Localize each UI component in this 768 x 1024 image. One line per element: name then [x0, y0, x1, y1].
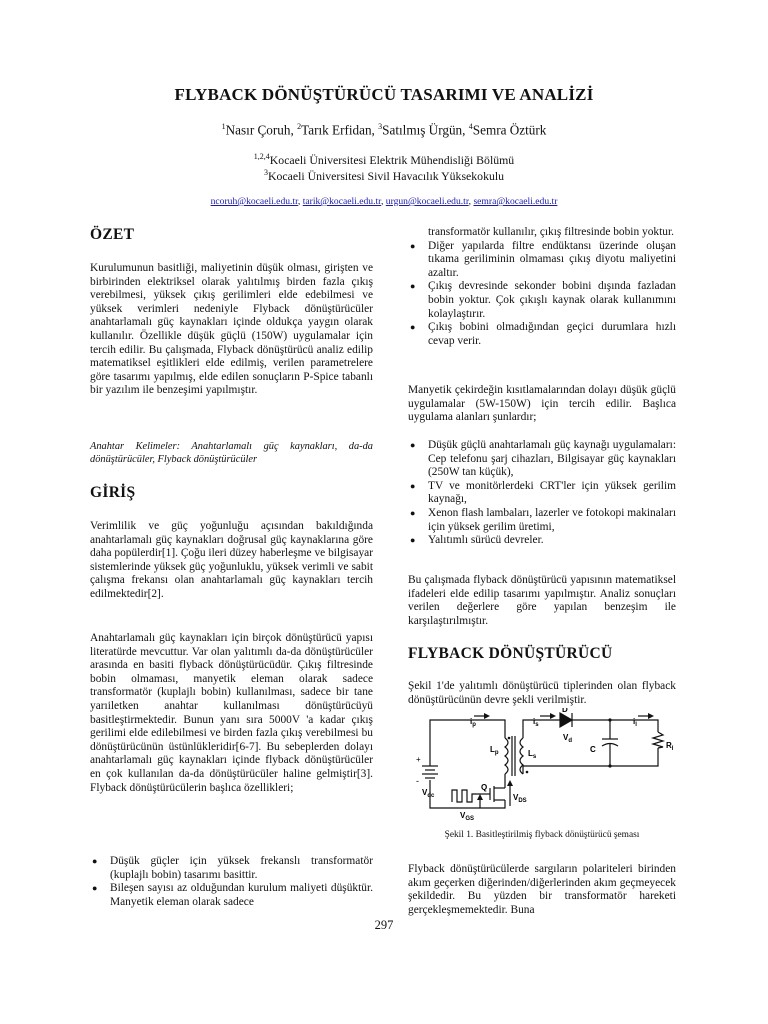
keywords: Anahtar Kelimeler: Anahtarlamalı güç kaynakları, da-da dönüştürücüler, Flyback dönüştürücüler — [90, 441, 373, 465]
list-item-text: Bileşen sayısı az olduğundan kurulum maliyeti düşüktür. Manyetik eleman olarak sadece — [110, 882, 373, 908]
author-name: Semra Öztürk — [472, 122, 547, 138]
list-item-text: Düşük güçler için yüksek frekanslı transformatör (kuplajlı bobin) tasarımı basittir. — [110, 855, 373, 881]
vgs-symbol: V — [460, 811, 466, 820]
capacitor-label: C — [590, 745, 596, 754]
list-item-text: Diğer yapılarda filtre endüktansı üzerinde oluşan tıkama geriliminin olmaması çıkış diyotu maliyetini azaltır. — [428, 239, 676, 279]
rl-label — [666, 741, 674, 752]
email-link[interactable]: semra@kocaeli.edu.tr — [473, 196, 558, 207]
bu-paragraph — [408, 574, 676, 628]
sekil-paragraph — [408, 680, 676, 707]
il-symbol: i — [633, 717, 636, 726]
vgs-label — [460, 811, 474, 820]
ls-subscript: s — [532, 754, 537, 760]
last-paragraph — [408, 863, 676, 917]
ip-subscript: p — [472, 722, 476, 728]
vdc-symbol: V — [422, 788, 428, 797]
affiliation-1 — [0, 152, 768, 168]
list-item-text: Yalıtımlı sürücü devreler. — [428, 534, 544, 547]
paper-title: FLYBACK DÖNÜŞTÜRÜCÜ TASARIMI VE ANALİZİ — [174, 85, 594, 104]
list-item — [90, 855, 373, 882]
list-item-text: Çıkış bobini olmadığından geçici durumlara hızlı cevap verir. — [428, 321, 676, 347]
is-symbol: i — [533, 717, 536, 726]
continued-text — [408, 226, 676, 348]
last-text: Flyback dönüştürücülerde sargıların polariteleri birinden akım geçerken diğerinden/diğerlerinden akım geçmeyecek şekildedir. Bu yüzden bir transformatör hareketi gerçekleşmemektedir. Buna — [408, 863, 676, 916]
vds-symbol: V — [513, 793, 519, 802]
bullet-icon: ● — [410, 535, 416, 546]
author-name: Tarık Erfidan, — [301, 122, 379, 138]
email-link[interactable]: tarik@kocaeli.edu.tr — [302, 196, 381, 207]
vdc-plus-label: + — [416, 755, 421, 764]
features-list — [90, 855, 373, 909]
ip-symbol: i — [470, 717, 473, 726]
vdc-subscript: dc — [427, 793, 435, 799]
ozet-paragraph — [90, 262, 373, 398]
bullet-icon: ● — [410, 281, 416, 292]
lp-subscript: p — [494, 750, 499, 756]
list-item — [408, 280, 676, 321]
bullet-icon: ● — [92, 883, 98, 894]
affiliation-sup: 1,2,4 — [253, 152, 270, 161]
ip-label — [470, 717, 476, 728]
diode-label: D — [562, 708, 568, 714]
bullet-icon: ● — [92, 856, 98, 866]
bullet-icon: ● — [410, 240, 416, 251]
giris-paragraph-1 — [90, 520, 373, 602]
figure-caption: Şekil 1. Basitleştirilmiş flyback dönüştürücü şeması — [444, 830, 640, 840]
ozet-text: Kurulumunun basitliği, maliyetinin düşük olması, girişten ve birbirinden elektriksel olarak yalıtılmış birden fazla çıkış verebilmesi, yüksek çıkış gerilimleri elde edebilmesi ve yüksek verimleri nedeniyle Flyback dönüştürücüler anahtarlamalı güç kaynakları içinde oldukça yaygın olarak kullanılır. Özellikle düşük güçlü (150W) uygulamalar için tercih edilir. Bu çalışmada, Flyback dönüştürücü analiz edilip matematiksel eşitlikleri elde edilmiş, verilen parametrelere göre tasarımı yapılmış, elde edilen sonuçların P-Spice tabanlı bir yazılım ile benzeşimi yapılmıştır. — [90, 262, 373, 397]
page-number: 297 — [374, 918, 394, 932]
is-label — [533, 717, 539, 728]
rl-subscript: l — [671, 746, 674, 752]
list-item — [90, 882, 373, 909]
affiliation-text: Kocaeli Üniversitesi Sivil Havacılık Yüksekokulu — [267, 168, 505, 183]
giris-paragraph-2 — [90, 632, 373, 795]
il-subscript: l — [635, 722, 637, 728]
flyback-heading: FLYBACK DÖNÜŞTÜRÜCÜ — [408, 645, 613, 662]
lp-label — [490, 745, 499, 756]
applications-list — [408, 439, 676, 548]
affiliation-2 — [0, 168, 768, 184]
vds-subscript: DS — [518, 798, 527, 804]
email-link[interactable]: ncoruh@kocaeli.edu.tr — [210, 196, 298, 207]
vd-symbol: V — [563, 733, 569, 742]
giris-text-2: Anahtarlamalı güç kaynakları için birçok dönüştürücü yapısı literatürde mevcuttur. Var olan yalıtımlı da-da dönüştürücüler arasında en basiti flyback dönüştürücüdür. Çıkış filtresinde bobin olmaması, manyetik eleman olarak sadece transformatör (kuplajlı bobin) kullanılması, sadece bir tane yarıiletken anahtar kullanılması dönüştürücüyü basitleştirmektedir. Bunun yanı sıra 5000V 'a kadar çıkış gerilimi elde edilebilmesi ve birden fazla çıkış verebilmesi bu dönüştürücünün üstünlükleridir[6-7]. Bu sebeplerden dolayı anahtarlamalı güç kaynakları içinde flyback dönüştürücüler en çok kullanılan da-da dönüştürücüler haline gelmiştir[3]. Flyback dönüştürücülerin başlıca özellikleri; — [90, 632, 373, 794]
giris-text-1: Verimlilik ve güç yoğunluğu açısından bakıldığında anahtarlamalı güç kaynakları doğrusal güç kaynaklarına göre daha popülerdir[1]. Çoğu ileri düzey haberleşme ve bilgisayar sistemlerinde yüksek güç yoğunluklu, yüksek verimli ve sabit çalışma frekansı olan anahtarlamalı güç kaynakları tercih edilmektedir[2]. — [90, 520, 373, 600]
list-item — [408, 321, 676, 348]
author-sup: 2 — [297, 122, 302, 131]
bu-text: Bu çalışmada flyback dönüştürücü yapısının matematiksel ifadeleri elde edilip tasarımı yapılmıştır. Analiz sonuçları verilen değerlere göre yapılan benzeşim ile karşılaştırılmıştır. — [408, 574, 676, 627]
vgs-subscript: GS — [465, 816, 475, 820]
email-list — [0, 196, 768, 207]
list-item-text: TV ve monitörlerdeki CRT'ler için yüksek gerilim kaynağı, — [428, 479, 676, 506]
manyetik-text: Manyetik çekirdeğin kısıtlamalarından dolayı düşük güçlü uygulamalar (5W-150W) için tercih edilir. Başlıca uygulama alanları şunlardır; — [408, 384, 676, 424]
list-item — [408, 240, 676, 281]
flyback-circuit-diagram — [410, 708, 676, 820]
vdc-minus-label: - — [416, 776, 419, 786]
vds-label — [513, 793, 527, 804]
bullet-icon: ● — [410, 440, 416, 450]
bullet-icon: ● — [410, 322, 416, 333]
bullet-icon: ● — [410, 480, 416, 491]
email-separator: , — [468, 196, 474, 207]
is-subscript: s — [535, 722, 539, 728]
author-name: Satılmış Ürgün, — [382, 122, 469, 138]
sekil-text: Şekil 1'de yalıtımlı dönüştürücü tiplerinden olan flyback dönüştürücünün devre şekli verilmiştir. — [408, 680, 676, 706]
ls-symbol: L — [528, 749, 533, 758]
list-item — [408, 480, 676, 507]
vdc-label — [422, 788, 435, 799]
author-name: Nasır Çoruh, — [225, 122, 298, 138]
list-item-text: Düşük güçlü anahtarlamalı güç kaynağı uygulamaları: Cep telefonu şarj cihazları, Bilgisayar güç kaynakları (250W tan küçük), — [428, 439, 676, 479]
list-item-text: Çıkış devresinde sekonder bobini dışında fazladan bobin yoktur. Çok çıkışlı kaynak olarak kullanımını kolaylaştırır. — [428, 280, 676, 320]
bullet-icon: ● — [410, 507, 416, 518]
email-separator: , — [380, 196, 386, 207]
vd-subscript: d — [568, 738, 573, 744]
list-item-text: Xenon flash lambaları, lazerler ve fotokopi makinaları için yüksek gerilim üretimi, — [428, 506, 676, 533]
mosfet-label: Q — [481, 783, 488, 792]
ls-label — [528, 749, 537, 760]
il-label — [633, 717, 637, 728]
list-item — [408, 507, 676, 534]
author-sup: 3 — [378, 122, 383, 131]
affiliation-sup: 3 — [263, 168, 268, 177]
author-list — [0, 122, 768, 138]
affiliation-text: Kocaeli Üniversitesi Elektrik Mühendisliği Bölümü — [269, 152, 515, 167]
email-link[interactable]: urgun@kocaeli.edu.tr — [385, 196, 469, 207]
vd-label — [563, 733, 572, 744]
manyetik-paragraph — [408, 384, 676, 425]
giris-heading: GİRİŞ — [90, 484, 136, 501]
list-item — [408, 439, 676, 480]
continued-paragraph: transformatör kullanılır, çıkış filtresinde bobin yoktur. — [428, 226, 674, 238]
author-sup: 1 — [221, 122, 226, 131]
list-item — [408, 534, 676, 548]
lp-symbol: L — [490, 745, 495, 754]
ozet-heading: ÖZET — [90, 226, 135, 243]
rl-symbol: R — [666, 741, 672, 750]
email-separator: , — [297, 196, 303, 207]
author-sup: 4 — [468, 122, 473, 131]
